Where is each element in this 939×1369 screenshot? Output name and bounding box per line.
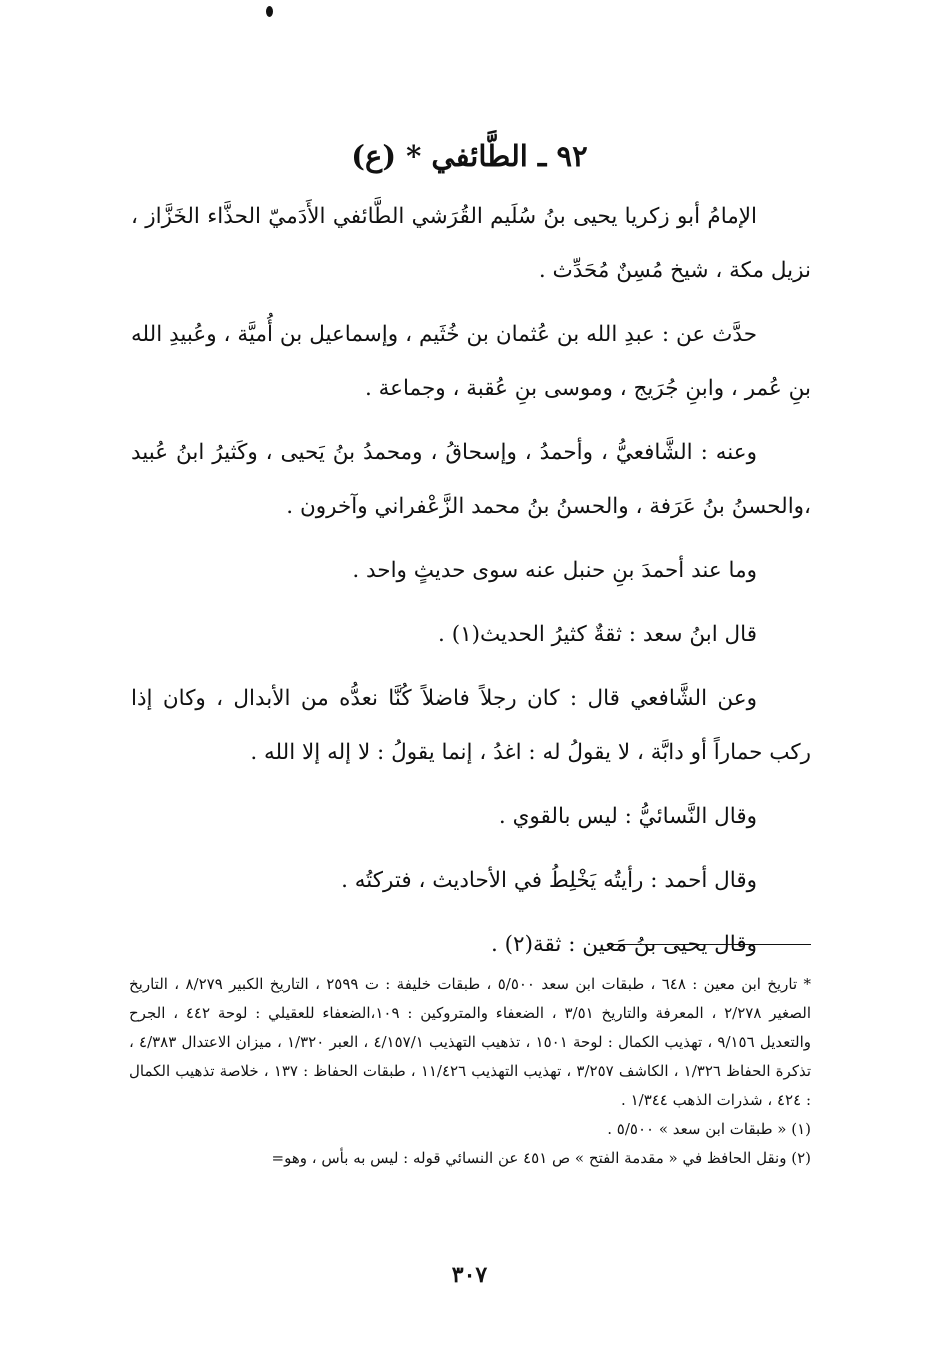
paragraph-shafii: وعن الشَّافعي قال : كان رجلاً فاضلاً كُنَّا نعدُّه من الأبدال ، وكان إذا ركب حماراً أو دابَّة ، لا يقولُ له : اغدُ ، إنما يقولُ : لا إله إلا الله . (131, 686, 811, 765)
paragraph-ibn-main: وقال يحيى بنُ مَعين : ثقة(٢) . (490, 932, 757, 957)
footnote-1: (١) « طبقات ابن سعد » ٥/٥٠٠ . (607, 1120, 811, 1138)
paragraph-ahmad-opinion: وقال أحمد : رأيتُه يَخْلِطُ في الأحاديث ، فتركتُه . (341, 868, 757, 893)
entry-body (131, 190, 811, 972)
ink-speck (266, 6, 273, 17)
paragraph-intro: الإمامُ أبو زكريا يحيى بنُ سُلَيم القُرَشي الطَّائفي الأَدَميّ الحذَّاء الخَزَّاز ، نزيل مكة ، شيخ مُسِنٌ مُحَدِّث . (131, 204, 811, 283)
page-number: ٣٠٧ (451, 1262, 488, 1288)
footnote-2: (٢) ونقل الحافظ في « مقدمة الفتح » ص ٤٥١ عن النسائي قوله : ليس به بأس ، وهو= (271, 1149, 811, 1167)
entry-title: ٩٢ ـ الطَّائفي * (ع) (351, 139, 588, 173)
paragraph-students: وعنه : الشَّافعيُّ ، وأحمدُ ، وإسحاقُ ، ومحمدُ بنُ يَحيى ، وكَثيرُ ابنُ عُبيد ،والحسنُ بنُ عَرَفة ، والحسنُ بنُ محمد الزَّعْفراني وآخرون . (131, 440, 811, 519)
paragraph-teachers: حدَّث عن : عبدِ الله بن عُثمان بن خُثَيم ، وإسماعيل بن أُميَّة ، وعُبيدِ الله بنِ عُمر ، وابنِ جُرَيج ، وموسى بنِ عُقبة ، وجماعة . (131, 322, 811, 401)
paragraph-ibn-sad: قال ابنُ سعد : ثقةٌ كثيرُ الحديث(١) . (438, 622, 757, 647)
footnotes (129, 970, 811, 1173)
footnote-sources: * تاريخ ابن معين : ٦٤٨ ، طبقات ابن سعد ٥/٥٠٠ ، طبقات خليفة : ت ٢٥٩٩ ، التاريخ الكبير ٨/٢٧٩ ، التاريخ الصغير ٢/٢٧٨ ، المعرفة والتاريخ ٣/٥١ ، الضعفاء والمتروكين : ١٠٩،الضعفاء للعقيلي : لوحة ٤٤٢ ، الجرح والتعديل ٩/١٥٦ ، تهذيب الكمال : لوحة ١٥٠١ ، تذهيب التهذيب ٤/١٥٧/١ ، العبر ١/٣٢٠ ، ميزان الاعتدال ٤/٣٨٣ ، تذكرة الحفاظ ١/٣٢٦ ، الكاشف ٣/٢٥٧ ، تهذيب التهذيب ١١/٤٢٦ ، طبقات الحفاظ : ١٣٧ ، خلاصة تذهيب الكمال : ٤٢٤ ، شذرات الذهب ١/٣٤٤ . (129, 975, 812, 1109)
paragraph-ahmad-hadith: وما عند أحمدَ بنِ حنبل عنه سوى حديثٍ واحد . (352, 558, 757, 583)
paragraph-nasai: وقال النَّسائيُّ : ليس بالقوي . (498, 804, 757, 829)
footnote-separator (611, 944, 811, 945)
